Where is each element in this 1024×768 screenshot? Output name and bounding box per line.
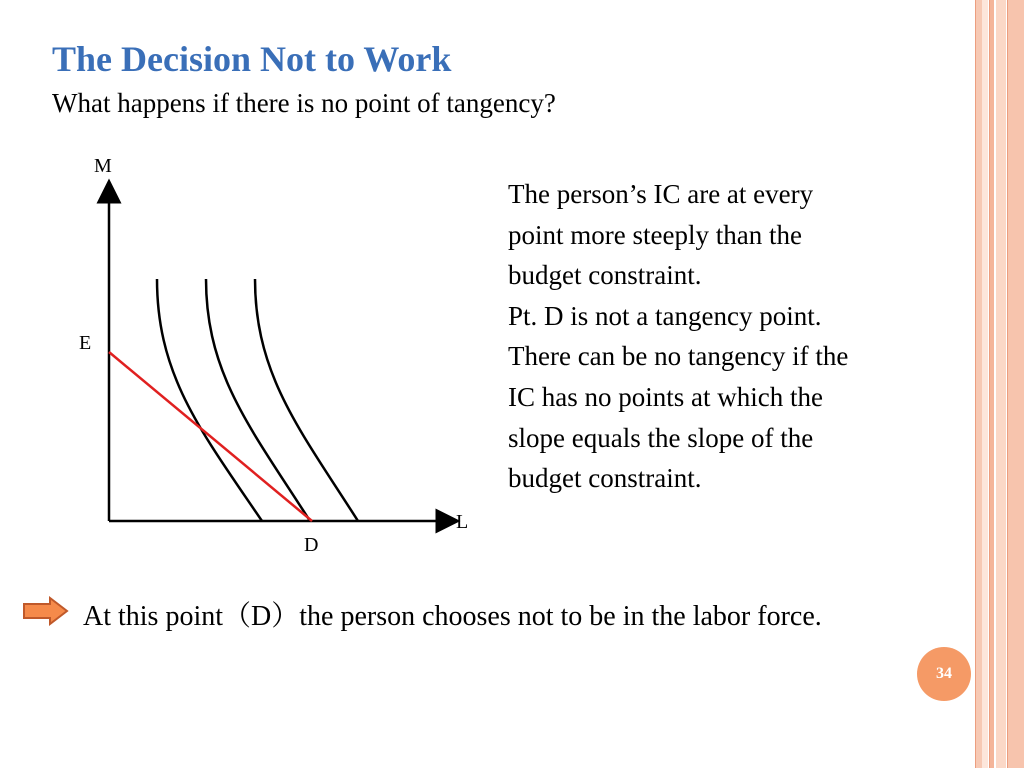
- y-axis-label: M: [94, 155, 112, 177]
- explanation-text: [508, 174, 948, 499]
- explanation-line: The person’s IC are at every: [508, 179, 814, 209]
- explanation-line: IC has no points at which the: [508, 381, 823, 412]
- decorative-stripe: [1008, 0, 1024, 768]
- page-number-badge: 34: [917, 647, 971, 701]
- point-d-label: D: [304, 534, 319, 556]
- right-arrow-icon: [22, 596, 70, 626]
- explanation-line: slope equals the slope of the: [508, 422, 814, 453]
- decorative-stripe: [996, 0, 1006, 768]
- budget-constraint-line: [109, 352, 312, 521]
- explanation-line: Pt. D is not a tangency point.: [508, 300, 822, 331]
- explanation-line: There can be no tangency if the: [508, 341, 849, 372]
- labor-leisure-diagram: [60, 145, 490, 565]
- slide-title: The Decision Not to Work: [52, 39, 452, 79]
- explanation-line: budget constraint.: [508, 260, 702, 291]
- decorative-stripe-line: [975, 0, 976, 768]
- diagram-svg: [60, 145, 490, 565]
- explanation-line: budget constraint.: [508, 463, 702, 494]
- conclusion-text: At this point（D）the person chooses not to be in the labor force.: [83, 601, 822, 632]
- slide-subtitle: What happens if there is no point of tangency?: [52, 88, 556, 118]
- point-e-label: E: [79, 332, 92, 354]
- indifference-curve-3: [255, 279, 358, 521]
- decorative-stripe-line: [1007, 0, 1008, 768]
- x-axis-label: L: [456, 511, 469, 533]
- explanation-line: point more steeply than the: [508, 219, 802, 250]
- decorative-stripe: [982, 0, 988, 768]
- decorative-stripe-line: [989, 0, 990, 768]
- decorative-stripe: [990, 0, 994, 768]
